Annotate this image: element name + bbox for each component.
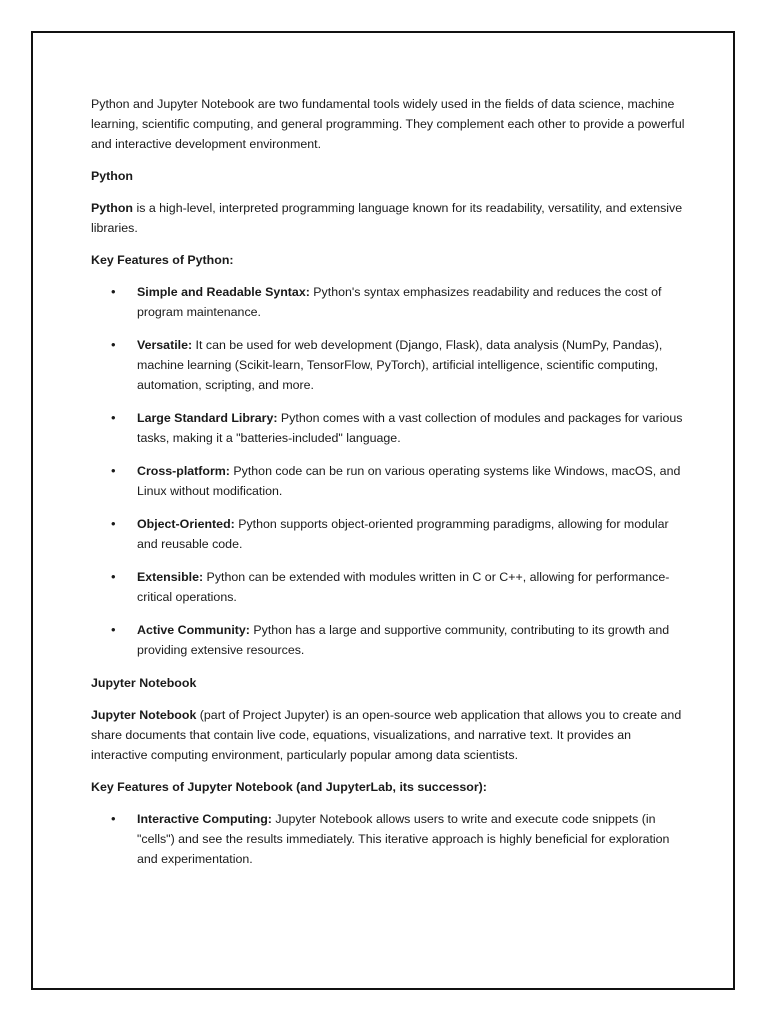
bullet-icon: •	[111, 569, 116, 584]
feature-text: Python comes with a vast collection of modules and packages for various tasks, making it a "batteries-included" language.	[137, 411, 683, 445]
list-item	[91, 461, 687, 501]
jupyter-description-text: (part of Project Jupyter) is an open-source web application that allows you to create and share documents that contain live code, equations, visualizations, and narrative text. It provides an interactive computing environment, particularly popular among data scientists.	[91, 708, 682, 762]
python-description-bold: Python	[91, 201, 133, 215]
jupyter-features-list	[91, 809, 687, 869]
list-item	[91, 620, 687, 660]
python-description	[91, 198, 687, 238]
document-page	[31, 31, 735, 990]
list-item	[91, 335, 687, 395]
jupyter-features-heading: Key Features of Jupyter Notebook (and JupyterLab, its successor):	[91, 780, 487, 794]
feature-title: Simple and Readable Syntax:	[137, 285, 310, 299]
bullet-icon: •	[111, 284, 116, 299]
feature-title: Extensible:	[137, 570, 204, 584]
python-features-heading: Key Features of Python:	[91, 253, 234, 267]
feature-title: Versatile:	[137, 338, 193, 352]
bullet-icon: •	[111, 337, 116, 352]
list-item	[91, 514, 687, 554]
feature-text: Python's syntax emphasizes readability and reduces the cost of program maintenance.	[137, 285, 662, 319]
bullet-icon: •	[111, 811, 116, 826]
bullet-icon: •	[111, 463, 116, 478]
intro-paragraph: Python and Jupyter Notebook are two fundamental tools widely used in the fields of data science, machine learning, scientific computing, and general programming. They complement each other to provide a powerful and interactive development environment.	[91, 97, 685, 151]
feature-text: Jupyter Notebook allows users to write and execute code snippets (in "cells") and see the results immediately. This iterative approach is highly beneficial for exploration and experimentation.	[137, 812, 670, 866]
bullet-icon: •	[111, 410, 116, 425]
feature-text: It can be used for web development (Django, Flask), data analysis (NumPy, Pandas), machine learning (Scikit-learn, TensorFlow, PyTorch), artificial intelligence, scientific computing, automation, scripting, and more.	[137, 338, 663, 392]
list-item	[91, 567, 687, 607]
feature-text: Python can be extended with modules written in C or C++, allowing for performance-critical operations.	[137, 570, 670, 604]
feature-title: Cross-platform:	[137, 464, 230, 478]
python-description-text: is a high-level, interpreted programming language known for its readability, versatility, and extensive libraries.	[91, 201, 683, 235]
feature-title: Interactive Computing:	[137, 812, 272, 826]
feature-title: Object-Oriented:	[137, 517, 235, 531]
document-body	[91, 94, 687, 882]
jupyter-description	[91, 705, 687, 765]
feature-title: Active Community:	[137, 623, 250, 637]
list-item	[91, 282, 687, 322]
bullet-icon: •	[111, 622, 116, 637]
bullet-icon: •	[111, 516, 116, 531]
jupyter-description-bold: Jupyter Notebook	[91, 708, 197, 722]
python-features-list	[91, 282, 687, 660]
list-item	[91, 809, 687, 869]
feature-text: Python supports object-oriented programming paradigms, allowing for modular and reusable code.	[137, 517, 669, 551]
feature-text: Python has a large and supportive community, contributing to its growth and providing extensive resources.	[137, 623, 670, 657]
python-heading: Python	[91, 169, 133, 183]
feature-title: Large Standard Library:	[137, 411, 278, 425]
list-item	[91, 408, 687, 448]
jupyter-heading: Jupyter Notebook	[91, 676, 197, 690]
feature-text: Python code can be run on various operating systems like Windows, macOS, and Linux without modification.	[137, 464, 681, 498]
